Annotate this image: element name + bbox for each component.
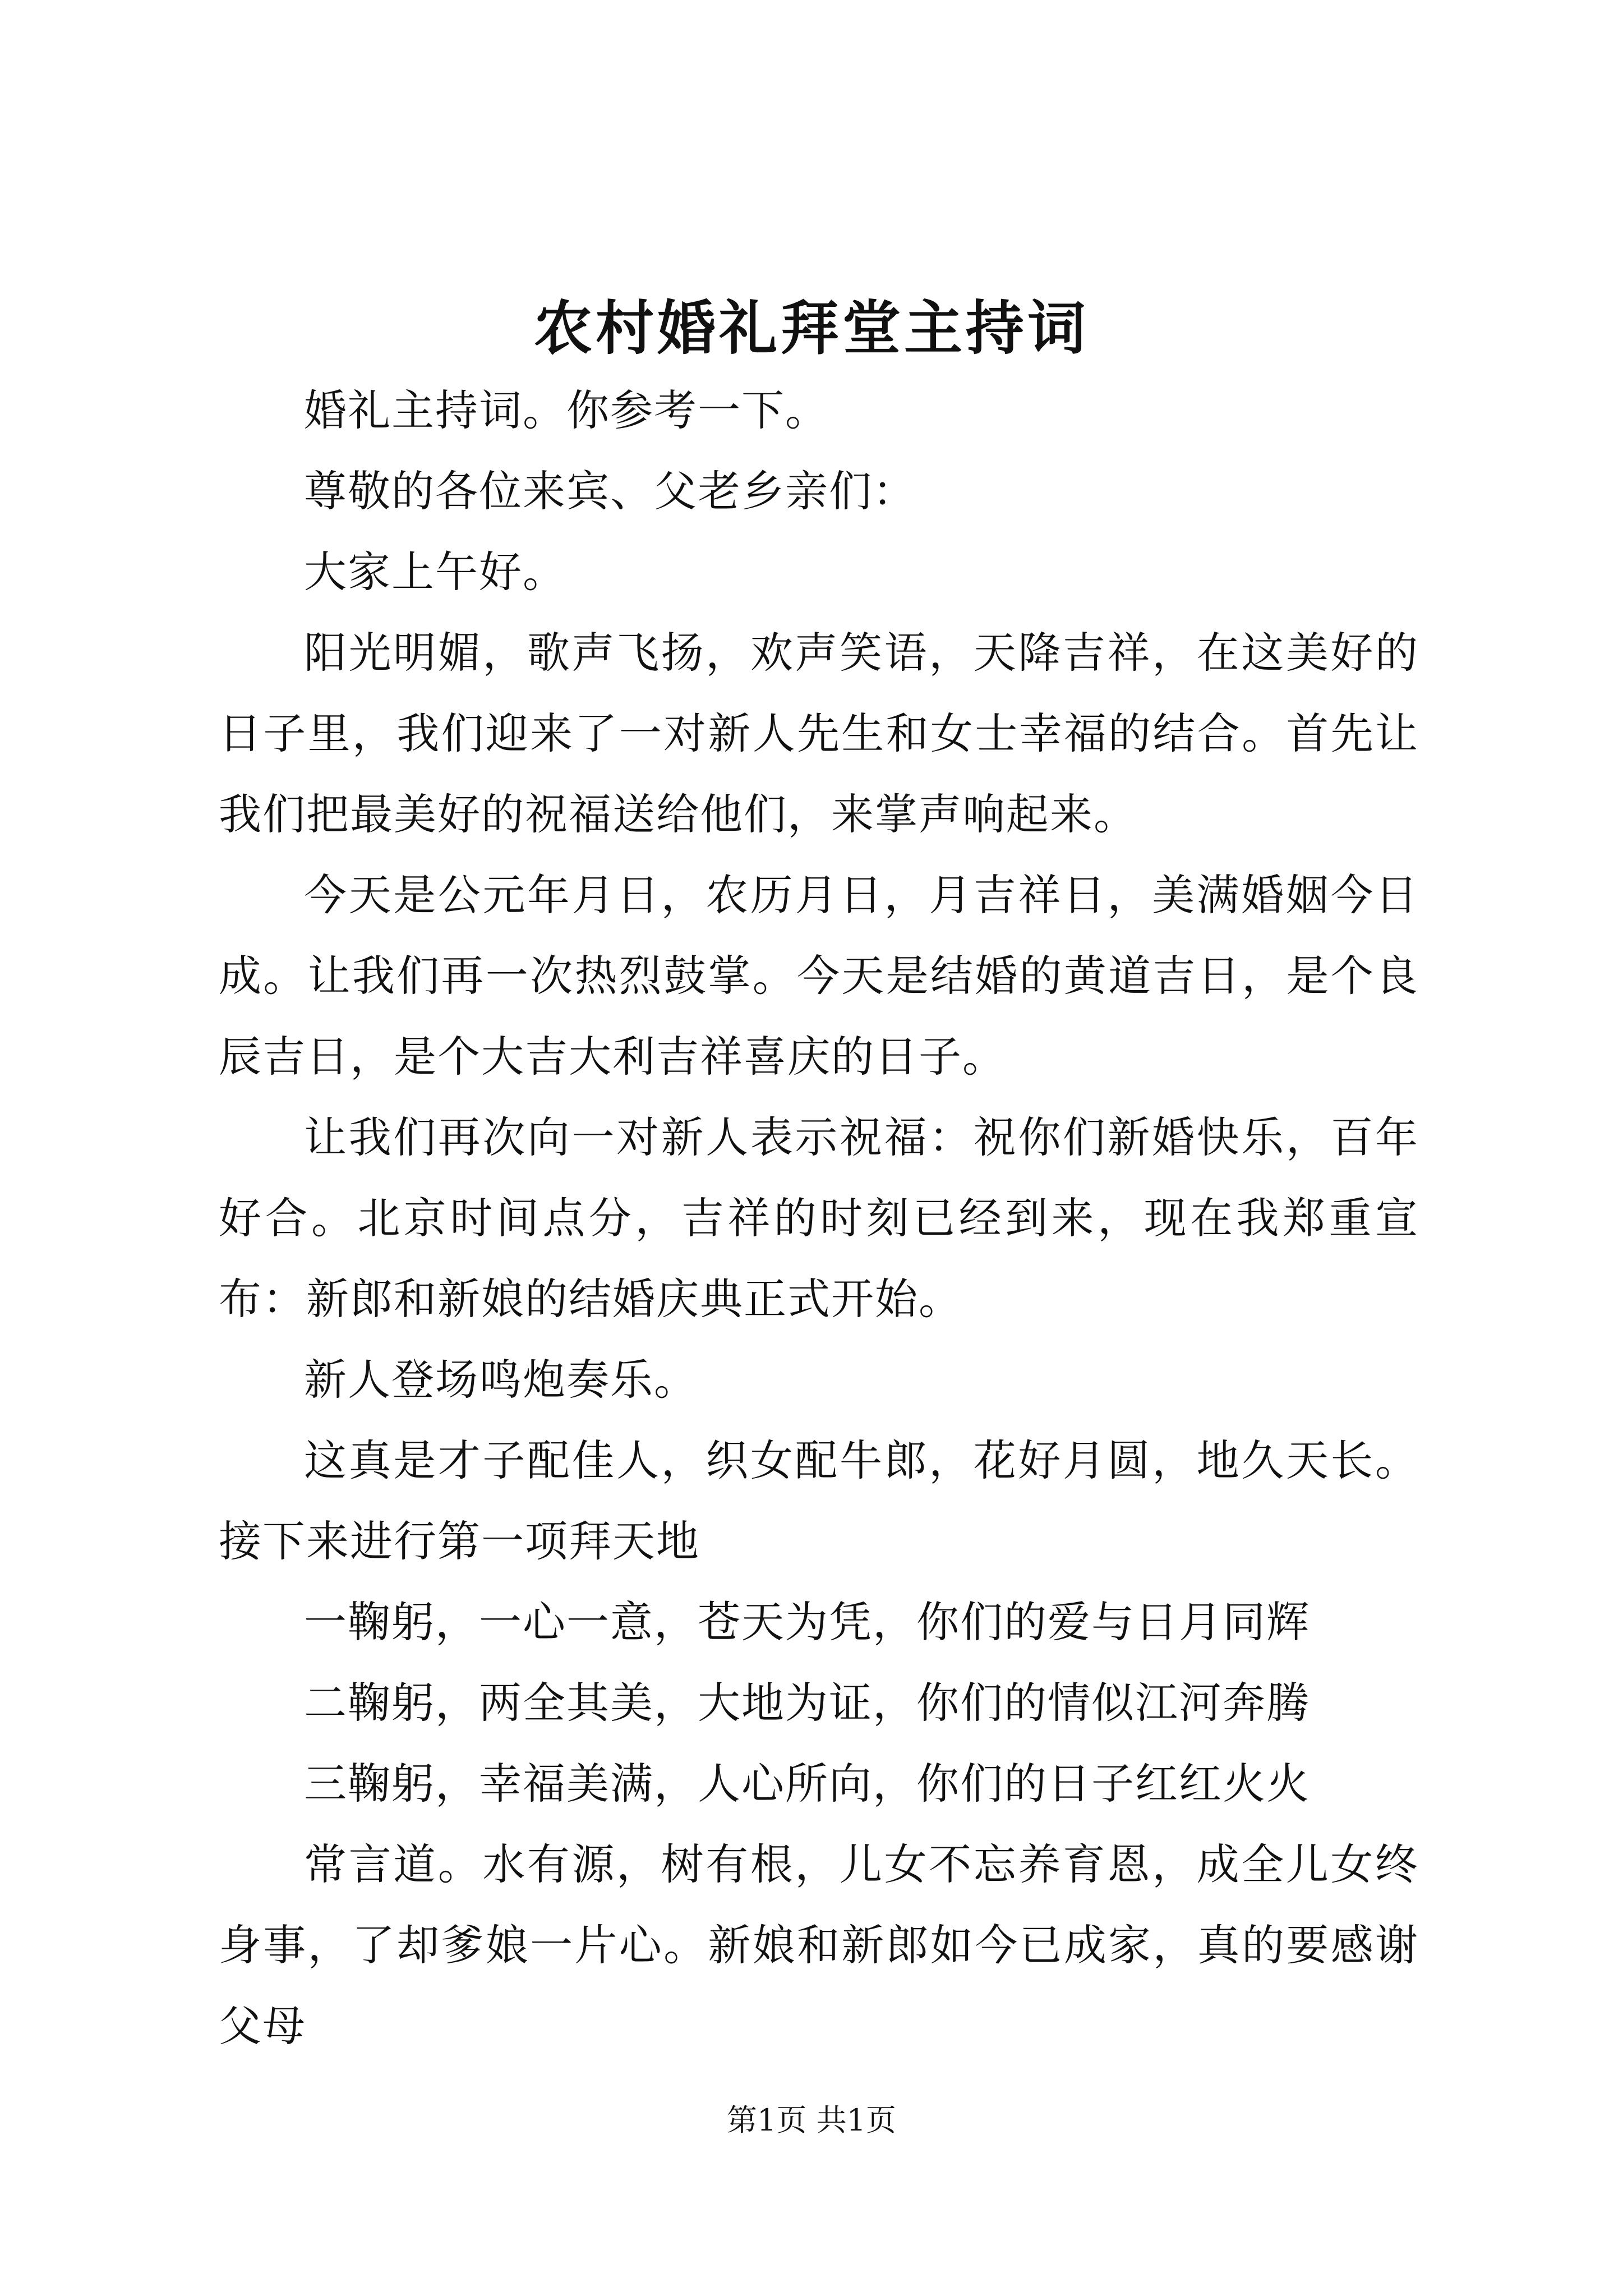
document-title: 农村婚礼拜堂主持词 — [533, 293, 1089, 362]
paragraph: 这真是才子配佳人，织女配牛郎，花好月圆，地久天长。接下来进行第一项拜天地 — [219, 1435, 1419, 1566]
paragraph: 新人登场鸣炮奏乐。 — [304, 1355, 698, 1405]
paragraph: 三鞠躬，幸福美满，人心所向，你们的日子红红火火 — [304, 1759, 1310, 1809]
page-number: 第1页 共1页 — [727, 2102, 896, 2138]
paragraph: 二鞠躬，两全其美，大地为证，你们的情似江河奔腾 — [304, 1678, 1310, 1728]
page-footer — [0, 2098, 1623, 2143]
paragraph: 大家上午好。 — [304, 547, 566, 597]
paragraph: 让我们再次向一对新人表示祝福：祝你们新婚快乐，百年好合。北京时间点分，吉祥的时刻已经到来，现在我郑重宣布：新郎和新娘的结婚庆典正式开始。 — [219, 1112, 1419, 1324]
paragraph: 婚礼主持词。你参考一下。 — [304, 385, 829, 435]
document-body — [219, 370, 1419, 2067]
paragraph: 尊敬的各位来宾、父老乡亲们： — [304, 466, 916, 516]
paragraph: 今天是公元年月日，农历月日，月吉祥日，美满婚姻今日成。让我们再一次热烈鼓掌。今天是结婚的黄道吉日，是个良辰吉日，是个大吉大利吉祥喜庆的日子。 — [219, 870, 1419, 1082]
paragraph: 常言道。水有源，树有根，儿女不忘养育恩，成全儿女终身事，了却爹娘一片心。新娘和新郎如今已成家，真的要感谢父母 — [219, 1839, 1419, 2051]
paragraph: 一鞠躬，一心一意，苍天为凭，你们的爱与日月同辉 — [304, 1597, 1310, 1647]
paragraph: 阳光明媚，歌声飞扬，欢声笑语，天降吉祥，在这美好的日子里，我们迎来了一对新人先生和女士幸福的结合。首先让我们把最美好的祝福送给他们，来掌声响起来。 — [219, 628, 1419, 839]
